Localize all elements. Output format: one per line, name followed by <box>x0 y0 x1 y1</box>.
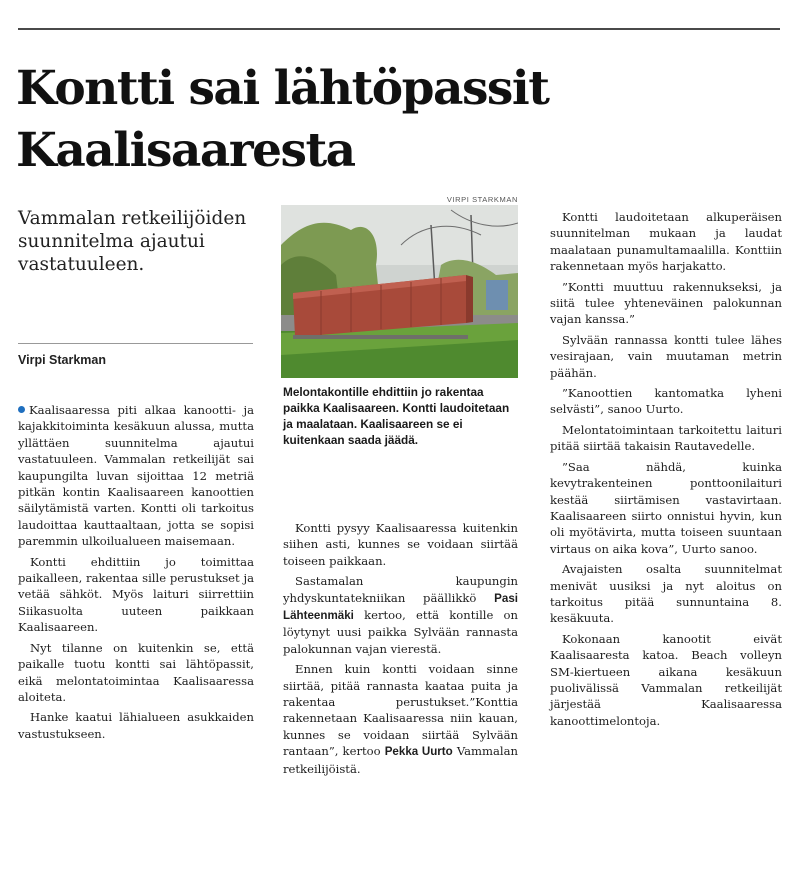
paragraph: Sylvään rannassa kontti tulee lähes vesirajaan, vain muutaman metrin päähän. <box>550 332 782 380</box>
headline-line-1: Kontti sai lähtöpassit <box>16 61 549 116</box>
paragraph: Kaalisaaressa piti alkaa kanootti- ja kajakkitoiminta kesäkuun alussa, mutta yllättäen suunnitelma ajautui vastatuuleen. Vammalan retkeilijät sai kaupungilta luvan sijoittaa 12 metriä pitkän kontin Kaalisaareen kanoottien säilytämistä varten. Kontti oli tarkoitus laudoittaa kauttaaltaan, jotta se sopisi paremmin ulkoilualueen maisemaan. <box>18 403 254 549</box>
person-name: Pekka Uurto <box>384 745 453 759</box>
paragraph: Kontti pysyy Kaalisaaressa kuitenkin siihen asti, kunnes se voidaan siirtää toiseen paikkaan. <box>283 521 518 568</box>
body-column-2 <box>283 520 518 781</box>
container-photo-illustration <box>281 205 518 378</box>
paragraph: Kontti ehdittiin jo toimittaa paikalleen, rakentaa sille perustukset ja vetää sähköt. Myös laituri siirrettiin Siikasuolta uuteen paikkaan Kaalisaareen. <box>18 554 254 635</box>
paragraph: ”Kontti muuttuu rakennukseksi, ja siitä tulee yhteneväinen palokunnan vajan kanssa.” <box>550 279 782 327</box>
paragraph: Avajaisten osalta suunnitelmat menivät uusiksi ja nyt aloitus on tarkoitus pitää sunnuntaina 8. kesäkuuta. <box>550 562 782 626</box>
person-name: Pasi Lähteenmäki <box>283 591 518 623</box>
article-photo <box>281 205 518 378</box>
paragraph: Kokonaan kanootit eivät Kaalisaaresta katoa. Beach volleyn SM-kiertueen aikana kesäkuun puolivälissä Vammalan retkeilijät järjestää Kaalisaaressa kanoottimelontoja. <box>550 631 782 728</box>
paragraph: Melontatoimintaan tarkoitettu laituri pitää siirtää takaisin Rautavedelle. <box>550 422 782 454</box>
paragraph: Nyt tilanne on kuitenkin se, että paikalle tuotu kontti sai lähtöpassit, eikä melontatoimintaa Kaalisaaressa aloiteta. <box>18 640 254 704</box>
paragraph: ”Saa nähdä, kuinka kevytrakenteinen ponttoonilaituri kestää siirtämisen vastavirtaan. Kaalisaareen siirto onnistui hyvin, kun oli myötävirta, mutta toiseen suuntaan virtaus on aika kova”, Uurto sanoo. <box>550 459 782 556</box>
deck-divider <box>18 343 253 344</box>
body-column-1 <box>18 402 254 746</box>
paragraph: Hanke kaatui lähialueen asukkaiden vastustukseen. <box>18 710 254 741</box>
byline: Virpi Starkman <box>18 353 107 367</box>
body-column-3 <box>550 209 782 733</box>
paragraph: ”Kanoottien kantomatka lyheni selvästi”, sanoo Uurto. <box>550 386 782 417</box>
deck: Vammalan retkeilijöiden suunnitelma ajautui vastatuuleen. <box>18 208 247 275</box>
headline-line-2: Kaalisaaresta <box>16 123 355 178</box>
photo-credit: VIRPI STARKMAN <box>446 195 518 204</box>
paragraph: Sastamalan kaupungin yhdyskuntatekniikan päällikkö Pasi Lähteenmäki kertoo, että kontille on löytynyt uusi paikka Sylvään rannasta palokunnan vajan vierestä. <box>283 574 518 656</box>
photo-caption: Melontakontille ehdittiin jo rakentaa paikka Kaalisaareen. Kontti laudoitetaan ja maalataan. Kaalisaareen se ei kuitenkaan saada jäädä. <box>283 385 510 447</box>
top-rule <box>18 28 780 30</box>
bullet-icon <box>18 406 25 413</box>
paragraph: Kontti laudoitetaan alkuperäisen suunnitelman mukaan ja laudat maalataan punamultamaalilla. Konttiin rakennetaan myös harjakatto. <box>550 210 782 274</box>
headline <box>16 58 786 182</box>
paragraph: Ennen kuin kontti voidaan sinne siirtää, pitää rannasta kaataa puita ja rakentaa perustukset.”Konttia rakennetaan Kaalisaaressa niin kauan, kunnes se voidaan siirtää Sylvään rantaan”, kertoo Pekka Uurto Vammalan retkeilijöistä. <box>283 662 519 776</box>
